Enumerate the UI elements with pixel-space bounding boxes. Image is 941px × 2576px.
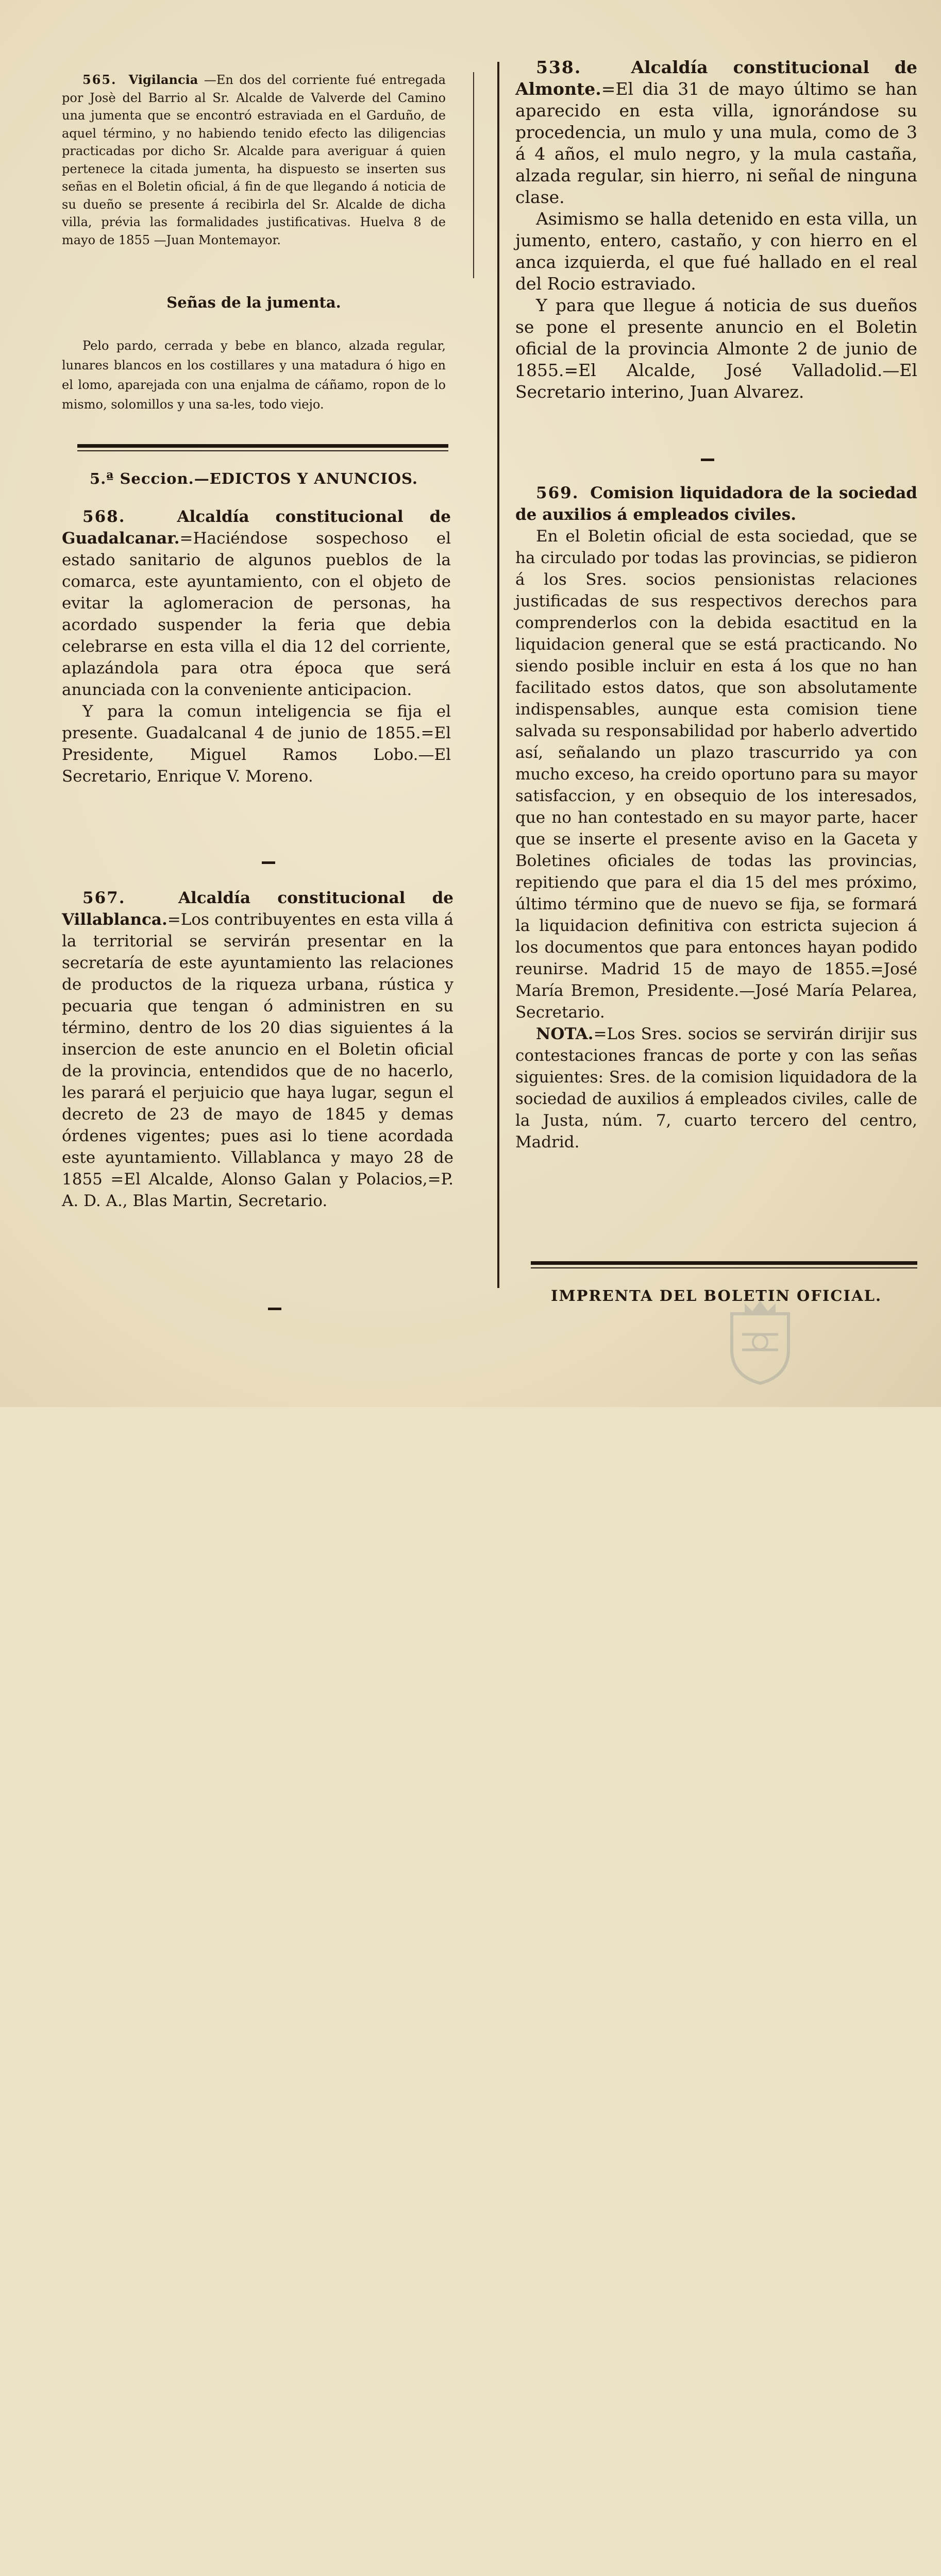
nota-text: =Los Sres. socios se servirán dirijir sus contestaciones francas de porte y con las señas siguientes: Sres. de la comision liquidadora de la sociedad de auxilios á empleados civiles, calle de la Justa, núm. 7, cuarto tercero del centro, Madrid.	[515, 1025, 917, 1151]
notice-538	[515, 57, 917, 403]
notice-title: Comision liquidadora de la sociedad de auxilios á empleados civiles.	[515, 484, 917, 524]
footer-rule	[531, 1261, 917, 1265]
footer-rule-thin	[531, 1267, 917, 1268]
notice-number: 568.	[82, 507, 126, 526]
notice-subtitle: Señas de la jumenta.	[166, 294, 341, 311]
notice-title: Alcaldía constitucional de Villablanca.	[62, 889, 453, 929]
notice-body: =Haciéndose sospechoso el estado sanitario de algunos pueblos de la comarca, este ayuntamiento, con el objeto de evitar la aglomeracion de personas, ha acordado suspender la feria que debia celebrarse en esta villa el dia 12 del corriente, aplazándola para otra época que será anunciada con la conveniente anticipacion.	[62, 529, 451, 699]
notice-568	[62, 506, 451, 787]
notice-565	[62, 71, 446, 249]
section-heading: 5.ª Seccion.—EDICTOS Y ANUNCIOS.	[89, 470, 418, 487]
notice-title: Vigilancia	[128, 72, 198, 87]
separator-dash	[268, 1308, 281, 1310]
notice-body-2: Y para la comun inteligencia se fija el presente. Guadalcanal 4 de junio de 1855.=El Presidente, Miguel Ramos Lobo.—El Secretario, Enrique V. Moreno.	[62, 702, 451, 786]
coat-of-arms-icon	[721, 1298, 799, 1386]
notice-body: =Los contribuyentes en esta villa á la territorial se servirán presentar en la secretaría de este ayuntamiento las relaciones de productos de la riqueza urbana, rústica y pecuaria que tengan ó administren en su término, dentro de los 20 dias siguientes á la insercion de este anuncio en el Boletin oficial de la provincia, entendidos que de no hacerlo, les parará el perjuicio que haya lugar, segun el decreto de 23 de mayo de 1845 y demas órdenes vigentes; pues asi lo tiene acordada este ayuntamiento. Villablanca y mayo 28 de 1855 =El Alcalde, Alonso Galan y Polacios,=P. A. D. A., Blas Martin, Secretario.	[62, 910, 453, 1210]
column-divider	[497, 62, 499, 1288]
notice-title: Alcaldía constitucional de Guadalcanar.	[62, 507, 451, 548]
separator-dash	[262, 861, 275, 864]
notice-number: 569.	[536, 484, 579, 502]
notice-569	[515, 482, 917, 1153]
section-rule-thin	[77, 450, 448, 451]
notice-number: 567.	[82, 889, 126, 907]
notice-title: Alcaldía constitucional de Almonte.	[515, 57, 918, 99]
column-divider-short	[473, 72, 474, 278]
imprint-line: IMPRENTA DEL BOLETIN OFICIAL.	[550, 1287, 882, 1304]
notice-number: 538.	[536, 57, 582, 77]
nota-label: NOTA.	[536, 1025, 594, 1043]
notice-body-2: Asimismo se halla detenido en esta villa, un jumento, entero, castaño, y con hierro en el anca izquierda, el que fué hallado en el real del Rocio estraviado.	[515, 209, 917, 294]
notice-body: —En dos del corriente fué entregada por Josè del Barrio al Sr. Alcalde de Valverde del Camino una jumenta que se encontró estraviada en el Garduño, de aquel término, y no habiendo tenido efecto las diligencias practicadas por dicho Sr. Alcalde para averiguar á quien pertenece la citada jumenta, ha dispuesto se inserten sus señas en el Boletin oficial, á fin de que llegando á noticia de su dueño se presente á recibirla del Sr. Alcalde de dicha villa, prévia las formalidades justificativas. Huelva 8 de mayo de 1855 —Juan Montemayor.	[62, 73, 446, 247]
notice-567	[62, 887, 453, 1212]
notice-body: =El dia 31 de mayo último se han aparecido en esta villa, ignorándose su procedencia, un mulo y una mula, como de 3 á 4 años, el mulo negro, y la mula castaña, alzada regular, sin hierro, ni señal de ninguna clase.	[515, 79, 917, 207]
description-text: Pelo pardo, cerrada y bebe en blanco, alzada regular, lunares blancos en los costillares y una matadura ó higo en el lomo, aparejada con una enjalma de cáñamo, ropon de lo mismo, solomillos y una sa-les, todo viejo.	[62, 338, 446, 412]
notice-body-3: Y para que llegue á noticia de sus dueños se pone el presente anuncio en el Boletin oficial de la provincia Almonte 2 de junio de 1855.=El Alcalde, José Valladolid.—El Secretario interino, Juan Alvarez.	[515, 295, 917, 402]
notice-number: 565.	[82, 72, 117, 87]
separator-dash	[701, 459, 714, 461]
notice-body: En el Boletin oficial de esta sociedad, que se ha circulado por todas las provincias, se pidieron á los Sres. socios pensionistas relaciones justificadas de sus respectivos derechos para comprenderlos con la debida esactitud en la liquidacion general que se está practicando. No siendo posible incluir en esta á los que no han facilitado estos datos, que son absolutamente indispensables, aunque esta comision tiene salvada su responsabilidad por haberlo advertido así, señalando un plazo trascurrido ya con mucho exceso, ha creido oportuno para su mayor satisfaccion, y en obsequio de los interesados, que no han contestado en su mayor parte, hacer que se inserte el presente aviso en la Gaceta y Boletines oficiales de todas las provincias, repitiendo que para el dia 15 del mes próximo, último término que de nuevo se fija, se formará la liquidacion definitiva con estricta sujecion á los documentos que para entonces hayan podido reunirse. Madrid 15 de mayo de 1855.=José María Bremon, Presidente.—José María Pelarea, Secretario.	[515, 527, 917, 1022]
notice-description	[62, 336, 446, 414]
section-rule	[77, 444, 448, 448]
watermark	[721, 1298, 907, 1391]
